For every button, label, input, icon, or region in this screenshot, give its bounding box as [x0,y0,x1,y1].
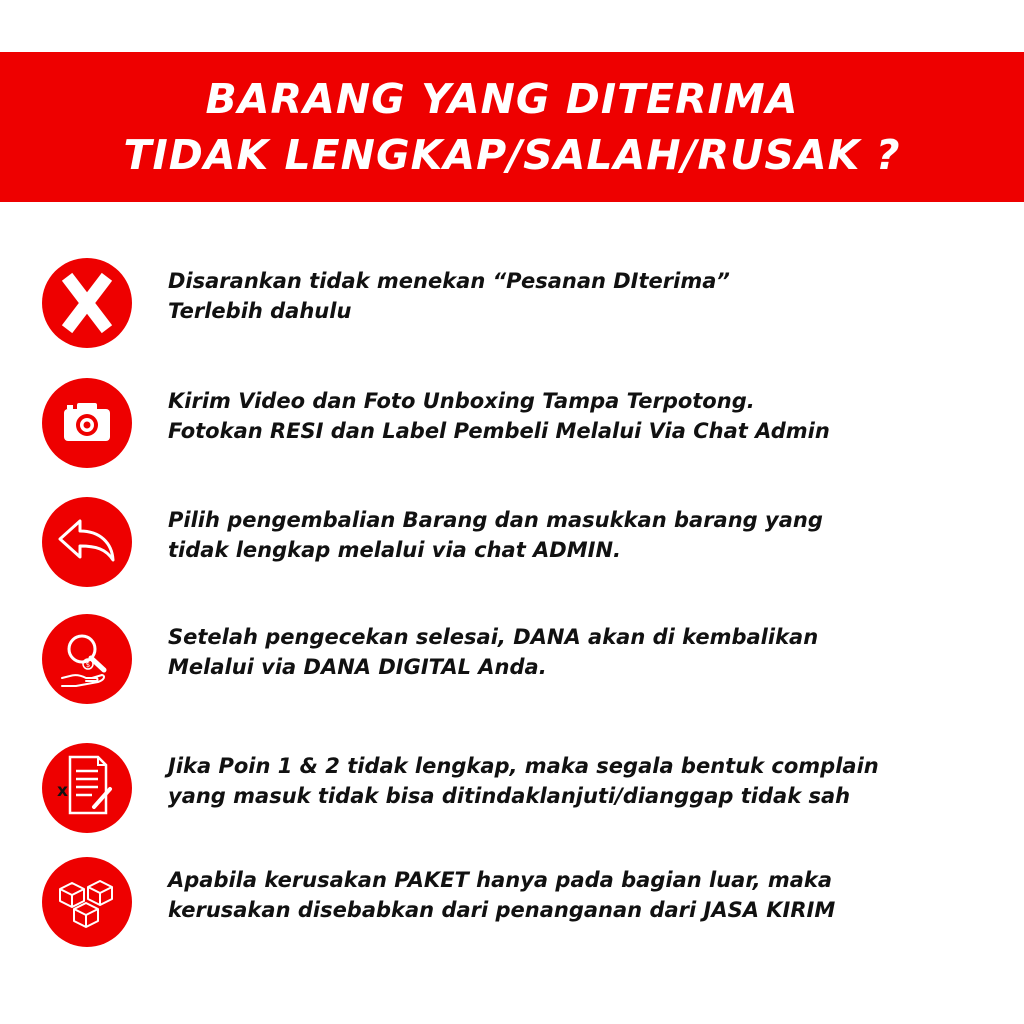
step-5-line-1: Jika Poin 1 & 2 tidak lengkap, maka segala bentuk complain [168,754,879,778]
step-5-line-2: yang masuk tidak bisa ditindaklanjuti/dianggap tidak sah [168,784,851,808]
refund-search-icon [42,614,132,704]
step-1-line-2: Terlebih dahulu [168,299,352,323]
step-3-line-1: Pilih pengembalian Barang dan masukkan barang yang [168,508,823,532]
step-2-line-1: Kirim Video dan Foto Unboxing Tampa Terpotong. [168,389,755,413]
step-3-line-2: tidak lengkap melalui via chat ADMIN. [168,538,622,562]
step-text-3 [168,505,1018,565]
step-6-line-2: kerusakan disebabkan dari penanganan dari JASA KIRIM [168,898,836,922]
step-item-4 [40,614,1020,714]
step-text-4 [168,622,1018,682]
boxes-icon [42,857,132,947]
step-text-5 [168,751,1018,811]
camera-icon [42,378,132,468]
step-4-line-2: Melalui via DANA DIGITAL Anda. [168,655,547,679]
step-2-line-2: Fotokan RESI dan Label Pembeli Melalui Via Chat Admin [168,419,830,443]
step-1-line-1: Disarankan tidak menekan “Pesanan DIterima” [168,269,730,293]
title-line-1: BARANG YANG DITERIMA [205,75,799,123]
step-item-3 [40,497,1020,597]
step-6-line-1: Apabila kerusakan PAKET hanya pada bagian luar, maka [168,868,833,892]
title-line-2: TIDAK LENGKAP/SALAH/RUSAK ? [123,131,901,179]
step-text-2 [168,386,1018,446]
step-text-6 [168,865,1018,925]
step-item-6 [40,857,1020,957]
step-4-line-1: Setelah pengecekan selesai, DANA akan di kembalikan [168,625,819,649]
document-x-icon [42,743,132,833]
x-mark-icon [42,258,132,348]
return-arrow-icon [42,497,132,587]
svg-text:$: $ [85,661,91,669]
step-item-5 [40,743,1020,843]
document-x-mark: x [57,781,68,801]
step-item-2 [40,378,1020,478]
title-banner [0,52,1024,202]
step-item-1 [40,258,1020,358]
step-text-1 [168,266,1018,326]
